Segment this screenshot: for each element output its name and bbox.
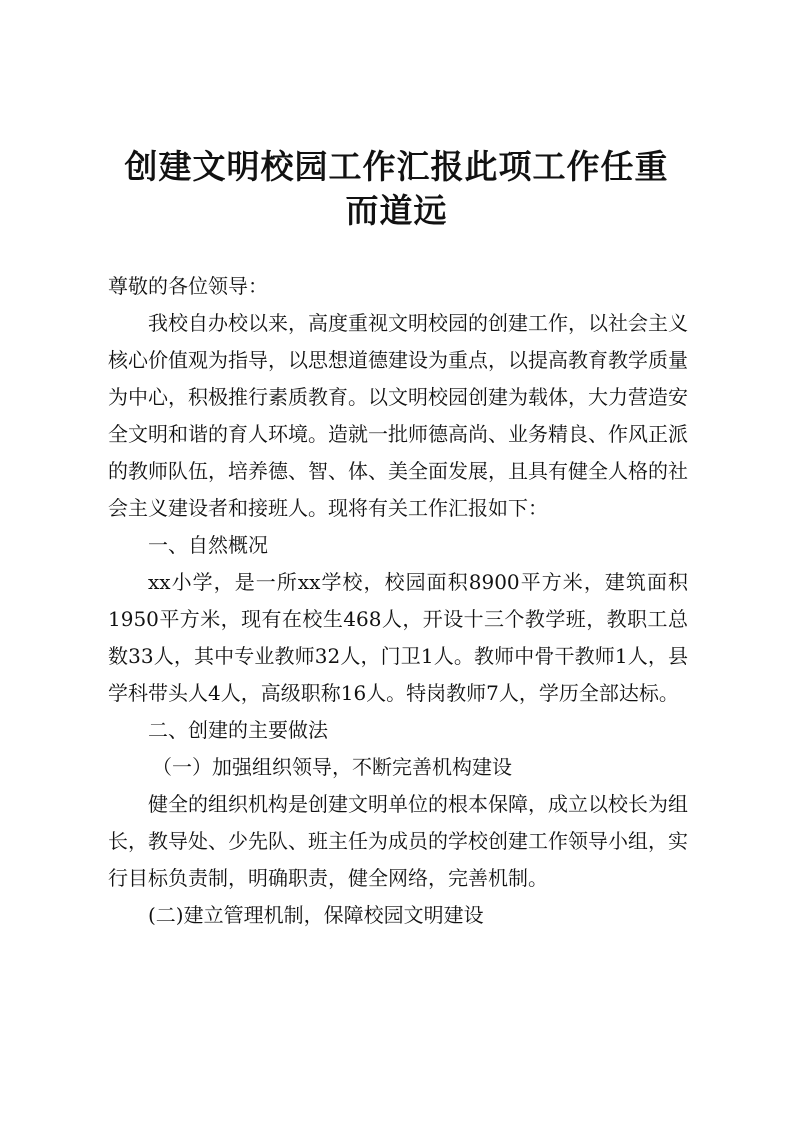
section-2-heading: 二、创建的主要做法 [148,718,328,742]
section-1-paragraph: xx小学，是一所xx学校，校园面积8900平方米，建筑面积1950平方米，现有在校生468人，开设十三个教学班，教职工总数33人，其中专业教师32人，门卫1人。教师中骨干教师1人，县学科带头人4人，高级职称16人。特岗教师7人，学历全部达标。 [108,570,688,705]
greeting: 尊敬的各位领导： [108,274,268,298]
title-line-1: 创建文明校园工作汇报此项工作任重 [124,147,669,186]
subsection-1-paragraph: 健全的组织机构是创建文明单位的根本保障，成立以校长为组长，教导处、少先队、班主任为成员的学校创建工作领导小组，实行目标负责制，明确职责，健全网络，完善机制。 [108,792,688,890]
document-title [100,145,693,233]
title-line-2: 而道远 [345,191,448,230]
intro-paragraph: 我校自办校以来，高度重视文明校园的创建工作，以社会主义核心价值观为指导，以思想道德建设为重点，以提高教育教学质量为中心，积极推行素质教育。以文明校园创建为载体，大力营造安全文明和谐的育人环境。造就一批师德高尚、业务精良、作风正派的教师队伍，培养德、智、体、美全面发展，且具有健全人格的社会主义建设者和接班人。现将有关工作汇报如下： [108,311,688,520]
subsection-2-heading: (二)建立管理机制，保障校园文明建设 [148,903,484,927]
section-1-heading: 一、自然概况 [148,533,268,557]
document-body [108,268,688,934]
subsection-1-heading: （一）加强组织领导，不断完善机构建设 [152,755,512,779]
